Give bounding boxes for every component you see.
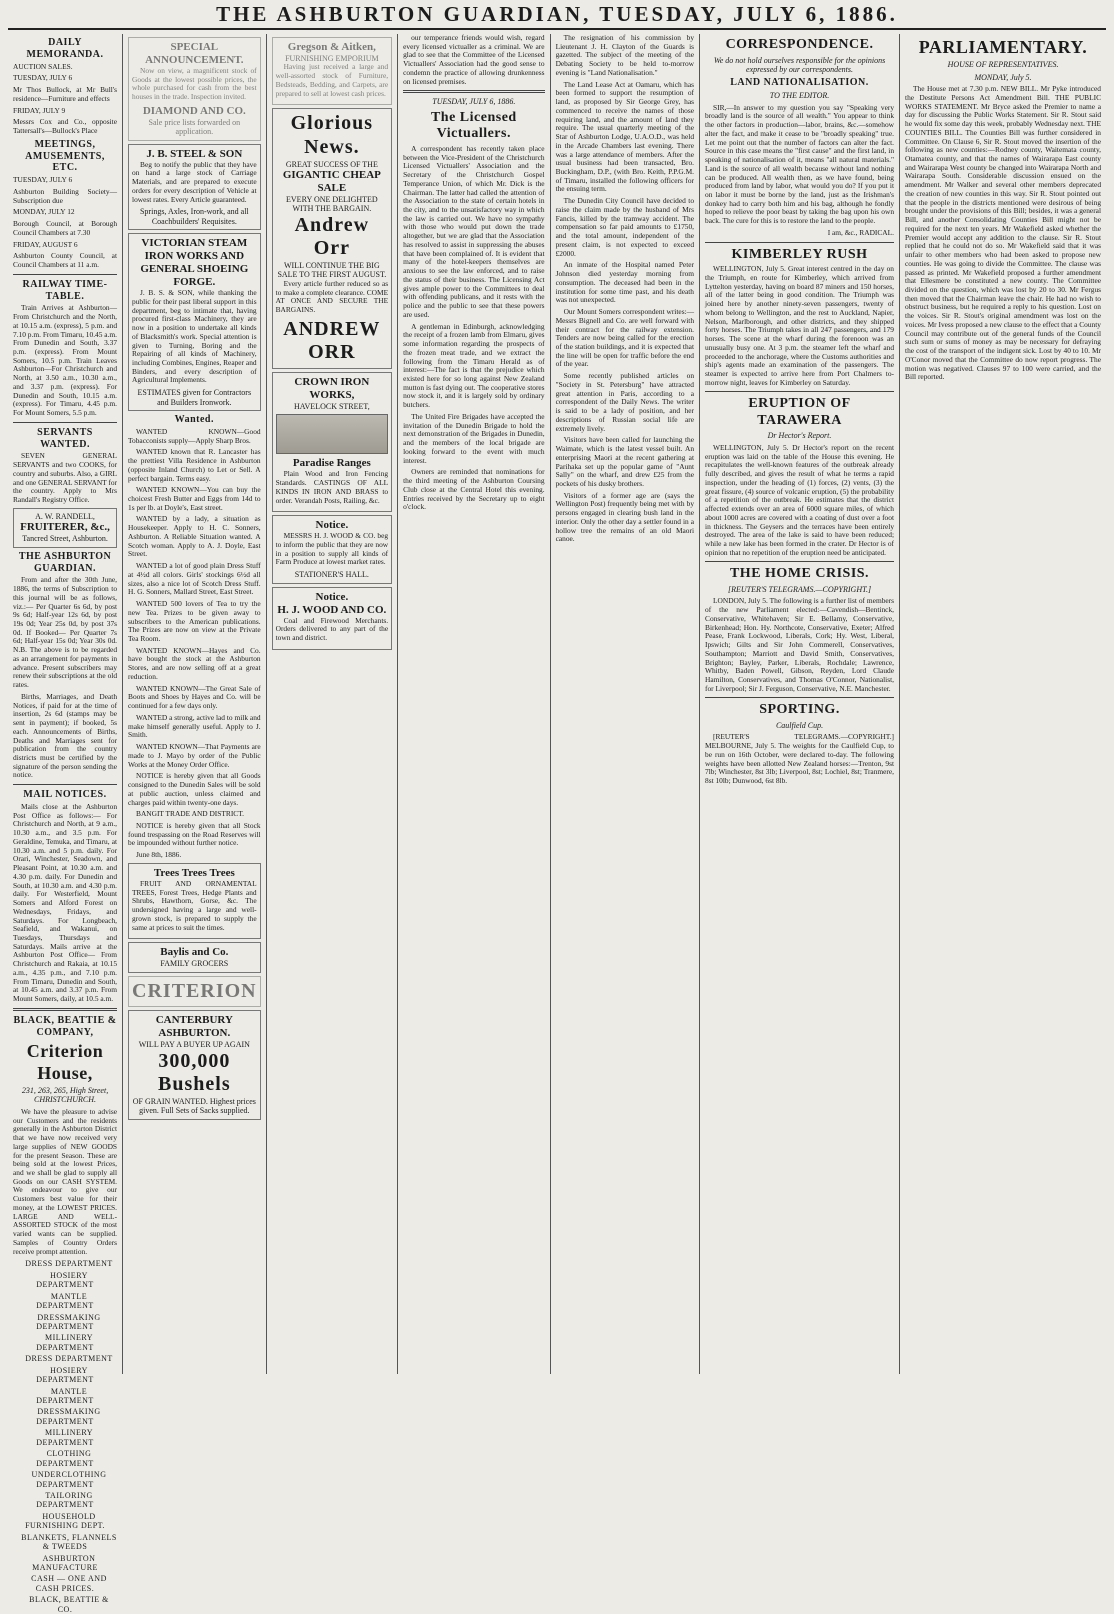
mail-text: Mails close at the Ashburton Post Office as follows:— For Christchurch and North, at 9 a.m., 10.30 a.m., and 3.5 p.m. For Geraldine, Temuka, and Timaru, at 10.30 a.m. and 5 p.m. daily. For Orari, Winchester, Seadown, and Pleasant Point, at 10.30 a.m. and 4.30 p.m. daily. For Dunedin and South, at 10.30 a.m. and 4.30 p.m. daily. For Westerfield, Mount Somers and Alford Forest on Wednesdays, Fridays, and Saturdays. For Longbeach, Seafield, and Wakanui, on Tuesdays, Thursdays and Saturdays. Mails arrive at the Ashburton Post Office— From Christchurch and Rakaia, at 10.15 a.m., 4.35 p.m., and 7.10 p.m. From Timaru, Dunedin and South, at 10.45 a.m. and 3.37 p.m. From Mount Somers, daily, at 10.5 a.m.	[13, 802, 118, 1004]
column-5	[551, 34, 700, 1374]
gregson-advert	[272, 37, 393, 105]
gregson-name: Gregson & Aitken,	[287, 41, 376, 53]
news-item-6: Some recently published articles on "Society in St. Petersburg" have attracted great attention in Paris, according to a correspondent of the Daily News. The writer is said to be a lady of position, and her descriptions of Russian social life are extremely lively.	[555, 371, 695, 433]
meetings-item: Ashburton County Council, at Council Chambers at 11 a.m.	[13, 251, 118, 269]
department-line: MANTLE DEPARTMENT	[36, 1386, 94, 1405]
wood-name: H. J. WOOD AND CO.	[277, 603, 387, 616]
notice-heading: Notice.	[315, 519, 349, 532]
column-2	[123, 34, 267, 1374]
department-line: ASHBURTON MANUFACTURE	[32, 1553, 98, 1572]
bushels-sub: OF GRAIN WANTED. Highest prices given. Full Sets of Sacks supplied.	[132, 1096, 256, 1116]
temperance-intro: our temperance friends would wish, regard every licensed victualler as a criminal. We are glad to see that the Committee of the Licensed Victuallers' Association had the good sense to condemn the practice of allowing drunkenness on licensed premises.	[403, 33, 545, 86]
parliamentary-body: The House met at 7.30 p.m. NEW BILL. Mr Pyke introduced the Destitute Persons Act Amendment Bill. THE PUBLIC WORKS STATEMENT. Mr Bryce asked the Premier to name a day for discussing the Public Works Statement. Sir R. Stout said he would fix some day this week, probably Wednesday next. THE COUNTIES BILL. The Counties Bill was further considered in Committee. On Clause 6, Sir R. Stout moved the insertion of the following as new counties:—Rodney county, Waitemata county, Otamatea county, and that the names of Wairarapa East county and Wairarapa West county be changed into Wairarapa North and Wairarapa South. Considerable discussion ensued on the amendment. Mr Walker and several other members deprecated the creation of new counties in this way. Sir R. Stout pointed out that the people in the districts mentioned were desirous of being brought under the provisions of this Bill; besides, it was a general Bill, and another Consolidating Counties Bill might not be required for the next ten years. Mr Wakefield asked whether the Premier would accept any addition to the clause. Sir R. Stout replied that he could not do so. Mr Wakefield said that it was unfair to other members who had been asked to propose new counties. He was going to divide the Committee. The clause was passed as printed. Mr Wakefield proposed a further amendment that Ellesmere be constituted a new county. The Committee divided on the question, which was lost by 20 to 30. Mr Fergus then moved that the Chairman leave the chair. He had no wish to obstruct business, but he required a reply to his question. Lost on the voices. Sir R. Stout's original amendment was lost on the voices. Mr Ivess proposed a new clause to the effect that a County Council may contribute out of the general funds of the Council such sum or sums of money as may be necessary for defraying the cost of the transport of the indigent sick. Lost by 40 to 10. Mr O'Conor moved that the Committee do now report progress. The motion was negatived. Clauses 97 to 100 were carried, and the Bill reported.	[905, 84, 1102, 382]
masthead	[8, 0, 1106, 30]
department-line: TAILORING DEPARTMENT	[36, 1490, 94, 1510]
gigantic-heading: GIGANTIC CHEAP SALE	[282, 168, 381, 194]
meetings-item: MONDAY, JULY 12	[13, 207, 75, 217]
tarawera-body: WELLINGTON, July 5. Dr Hector's report on the recent eruption was laid on the table of the House this evening. He recapitulates the well-known features of the outbreak already fully described, and gives the result of what he terms a rapid inspection, under the heading of (1) forces, (2) vents, (3) the great fissure, (4) source of volcanic eruption, (5) the probability of a repetition of the outbreak. He estimates that the district affected extends over an area of 6000 square miles, of which about 1000 acres are covered with a coating of dust over a foot in thickness. The Geysers and the terraces have been entirely destroyed. The area of the lake is said to have been reduced; while a new lake has been formed in the crater. Dr Hector is of opinion that no repetition of the eruption need be anticipated.	[705, 442, 895, 557]
meetings-item: Borough Council, at Borough Council Chambers at 7.30	[13, 219, 118, 237]
land-to-editor: TO THE EDITOR.	[769, 91, 830, 101]
department-line: UNDERCLOTHING DEPARTMENT	[31, 1470, 107, 1489]
crown-works-advert	[272, 372, 393, 512]
wanted-item: WANTED KNOWN—The Great Sale of Boots and Shoes by Hayes and Co. will be continued for a few days only.	[128, 683, 261, 711]
meetings-heading: MEETINGS, AMUSEMENTS, ETC.	[25, 138, 105, 174]
divider	[705, 697, 894, 698]
sporting-body: [REUTER'S TELEGRAMS.—COPYRIGHT.] MELBOURNE, July 5. The weights for the Caulfield Cup, to be run on 16th October, were declared to-day. The following weights have been allotted New Zealand horses:—Trenton, 9st 7lb; Winchester, 8st 3lb; Liverpool, 8st; Lochiel, 8st; Tranmere, 8st 10lb; Dunwood, 6st 8lb.	[705, 732, 895, 786]
criterion-address: 231, 263, 265, High Street, CHRISTCHURCH.	[21, 1085, 109, 1105]
wanted-item: WANTED a strong, active lad to milk and make himself generally useful. Apply to J. Smith.	[128, 712, 261, 740]
leader-body: A correspondent has recently taken place between the Vice-President of the Christchurch Licensed Victuallers' Association and the Secretary of the Christchurch Gospel Temperance Union, of which Mr. Dick is the Chairman. The latter had called the attention of the Association to the state of certain hotels in the city, and to the unsatisfactory way in which the law is carried out. We have no sympathy with those who would put down the trade altogether, but we are glad that the Association has resolved to assist in suppressing the abuses that have been complained of. It is evident that many of the hotel-keepers themselves are anxious to see the law enforced, and to raise the status of their business. The Licensing Act gives ample power to the Committees to deal with offending publicans, and it rests with the police and the public to see that these powers are used.	[403, 143, 545, 319]
victorian-advert	[128, 233, 261, 411]
baylis-advert	[128, 942, 261, 972]
department-line: MILLINERY DEPARTMENT	[36, 1428, 94, 1447]
trees-body: FRUIT AND ORNAMENTAL TREES, Forest Trees, Hedge Plants and Shrubs, Hawthorn, Gorse, &c. The undersigned having a large and well-grown stock, is prepared to supply the same at prices to suit the times.	[132, 878, 257, 932]
crown-heading: CROWN IRON WORKS,	[294, 375, 370, 401]
news-item-4: An inmate of the Hospital named Peter Johnson died yesterday morning from consumption. The deceased had been in the institution for some time past, and his death was not unexpected.	[555, 260, 695, 305]
victorian-heading: VICTORIAN STEAM IRON WORKS AND GENERAL SHOEING FORGE.	[140, 237, 249, 289]
leader-body-2: A gentleman in Edinburgh, acknowledging the receipt of a frozen lamb from Elmaru, gives some information regarding the prospects of the frozen meat trade, and we extract the following from the Timaru Herald as of interest:—The fact is that the prejudice which existed here for so long against New Zealand mutton is fast dying out. The cooperative stores now stock it, and it is largely sold by ordinary butchers.	[403, 321, 545, 410]
correspondence-sub: We do not hold ourselves responsible for the opinions expressed by our correspondents.	[713, 55, 886, 74]
steel-sub: Springs, Axles, Iron-work, and all Coachbuilders' Requisites.	[139, 207, 249, 226]
gigantic-sub: EVERY ONE DELIGHTED WITH THE BARGAIN.	[286, 194, 378, 214]
criterion-body: We have the pleasure to advise our Customers and the residents generally in the Ashburton District that we have now received very large supplies of NEW GOODS for the present Season. These are being sold at the lowest Prices, and we shall be glad to supply all Goods on our CASH SYSTEM. We endeavour to give our Customers best value for their money, at the LOWEST PRICES. LARGE AND WELL-ASSORTED STOCK of the most varied wants can be supplied. Samples of Country Orders receive prompt attention.	[13, 1106, 118, 1256]
wood-body: Coal and Firewood Merchants. Orders delivered to any part of the town and district.	[275, 615, 389, 642]
victorian-body: J. B. S. & SON, while thanking the public for their past liberal support in this department, beg to intimate that, having procured first-class Machinery, they are now in a position to undertake all kinds of Blacksmith's work. Special attention is given to Turning, Boring and the Repairing of all kinds of Machinery, including Combines, Engines, Reaper and Binders, and every description of Agricultural Implements.	[132, 288, 257, 385]
divider	[403, 90, 544, 93]
canterbury-heading: CANTERBURY ASHBURTON.	[155, 1014, 233, 1040]
railway-text: Train Arrives at Ashburton—From Christchurch and the North, at 10.15 a.m. (express), 5 p.m. and 7.10 p.m. From Timaru, 10.45 a.m. From Dunedin and South, 3.37 p.m. (express). From Mount Somers, 10.5 p.m. Train Leaves Ashburton—For Christchurch and North, at 3.50 a.m., 10.30 a.m., and 3.37 p.m. (express). For Dunedin and South, 10.15 a.m. (express). For Timaru, 4.45 p.m. For Mount Somers, 5.5 p.m.	[13, 303, 118, 418]
divider	[13, 274, 117, 275]
memoranda-item: Mr Thos Bullock, at Mr Bull's residence—Furniture and effects	[13, 85, 118, 103]
meetings-item: FRIDAY, AUGUST 6	[13, 239, 78, 249]
orr-name-2: ANDREW ORR	[283, 317, 381, 364]
meetings-list	[13, 176, 117, 270]
servants-text: SEVEN GENERAL SERVANTS and two COOKS, for country and suburbs. Also, a GIRL and one GENERAL SERVANT for the country. Apply to Mrs Randall's Registry Office.	[13, 451, 118, 505]
foundry-engraving	[276, 414, 389, 454]
orr-name: Andrew Orr	[294, 213, 370, 260]
meetings-item: TUESDAY, JULY 6	[13, 175, 73, 185]
memoranda-item: TUESDAY, JULY 6	[13, 73, 73, 83]
newspaper-title: THE ASHBURTON GUARDIAN, TUESDAY, JULY 6, 1886.	[216, 1, 898, 26]
divider	[705, 561, 894, 562]
column-6b	[900, 34, 1106, 1374]
wanted-item: WANTED 500 lovers of Tea to try the new Tea. Prizes to be given away to subscribers to the American publications. The Prizes are now on view at the Private Tea Room.	[128, 599, 261, 644]
notice-advert	[272, 515, 393, 583]
guardian-heading: THE ASHBURTON GUARDIAN.	[18, 550, 112, 574]
special-announcement-advert	[128, 37, 261, 141]
memoranda-heading: DAILY MEMORANDA.	[26, 37, 104, 60]
crisis-body: LONDON, July 5. The following is a further list of members of the new Parliament elected:—Cavendish—Bentinck, Conservative, Whitehaven; Sir E. Bellamy, Conservative, Birkenhead; Hon. Hy. Northcote, Conservative, Exeter; Alfred Pease, Frank Lockwood, Liberals, Cork; Hy. West, Liberal, Ipswich; Gilts and Sir John Commerell, Conservatives, Southampton; Marriott and David Smith, Conservatives, Brighton; Bayley, Parker, Liberals, Rochdale; Lawrence, Whitby, Baden Powell, Gibson, Reyden, Lord Claude Hamilton, Conservatives, and Thomas O'Connor, Nationalist, for Liverpool; Sir J. Ferguson, Conservative, N.E. Manchester.	[705, 596, 895, 693]
special-body: Now on view, a magnificent stock of Goods at the lowest possible prices, the whole purchased for cash from the best houses in the trade. Inspection invited.	[132, 65, 257, 102]
department-line: DRESS DEPARTMENT	[25, 1354, 113, 1364]
guardian-terms: From and after the 30th June, 1886, the terms of Subscription to this journal will be as follows, viz.:— Per Quarter 6s 6d, by post 9s 6d; Half-year 12s 6d, by post 19s 0d; Year 25s 0d, by post 37s 0d. If Booked— Per Quarter 7s 6d; Half-year 15s 0d; Year 30s 0d. N.B. The above is to be regarded as an arrangement for payments in advance. Present subscribers may renew their subscriptions at the old rates.	[13, 575, 118, 690]
wanted-item: WANTED KNOWN—You can buy the choicest Fresh Butter and Eggs from 14d to 1s per lb. at Doyle's, East street.	[128, 485, 261, 512]
servants-heading: SERVANTS WANTED.	[37, 426, 93, 450]
bushels-lead: WILL PAY A BUYER UP AGAIN	[138, 1040, 250, 1050]
wanted-item: WANTED a lot of good plain Dress Stuff at 4½d all colors. Girls' stockings 6½d all sizes, also a nice lot of Scotch Dress Stuff. H. G. Sonners, Mallard Street, East Street.	[128, 561, 261, 597]
criterion-name: CRITERION	[132, 979, 257, 1002]
glorious-heading: Glorious News.	[290, 112, 374, 158]
news-item-3: The Dunedin City Council have decided to raise the claim made by the husband of Mrs Fancis, killed by the tramway accident. The compensation so far paid amounts to £1750, and the total amount, independent of the present claim, is not expected to exceed £2000.	[555, 196, 695, 258]
land-body: SIR,—In answer to my question you say "Speaking very broadly land is the source of all wealth." You appear to think the other factors in production—labor, brains, &c.—somehow alter the fact, and make it cease to be "broadly speaking" true. Let me point out that the number of factors can alter the fact. Source in this case means the "first cause" and the first land, in speaking of nationalisation of it, means "all natural materials." Land is the source of all wealth because without land nothing can be produced. All wealth then, as we have found, being produced from land by labor, what would you do? If you put it on labor it must be borne by the land, just as the Irishman's donkey had to carry both him and his bag, although he fondly hoped to relieve the poor beast by taking the bag upon his own back. The cure for this is to restore the land to the people.	[705, 102, 895, 226]
column-6	[700, 34, 1106, 1374]
crisis-heading: THE HOME CRISIS.	[729, 566, 870, 582]
wanted-item: WANTED KNOWN—Good Tobacconists supply—Apply Sharp Bros.	[128, 426, 261, 445]
randell-advert	[13, 508, 117, 548]
correspondence-heading: CORRESPONDENCE.	[725, 37, 874, 52]
criterion-advert	[128, 976, 261, 1008]
department-line: HOUSEHOLD FURNISHING DEPT.	[25, 1511, 105, 1531]
special-heading: SPECIAL ANNOUNCEMENT.	[145, 41, 244, 66]
baylis-sub: FAMILY GROCERS	[160, 959, 229, 969]
department-line: MILLINERY DEPARTMENT	[36, 1333, 94, 1352]
randell-name: A. W. RANDELL,	[35, 511, 95, 521]
department-line: CLOTHING DEPARTMENT	[36, 1449, 94, 1468]
divider	[705, 391, 894, 392]
department-line: HOSIERY DEPARTMENT	[36, 1270, 94, 1290]
column-3	[267, 34, 399, 1374]
orr-body: WILL CONTINUE THE BIG SALE TO THE FIRST AUGUST.	[277, 260, 387, 280]
department-line: CASH — ONE AND CASH PRICES.	[31, 1574, 107, 1593]
diamond-name: DIAMOND AND CO.	[142, 104, 246, 117]
orr-body-2: Every article further reduced so as to make a complete clearance. COME AT ONCE AND SECURE THE BARGAINS.	[275, 278, 389, 315]
gregson-sub: FURNISHING EMPORIUM	[285, 53, 379, 63]
department-line: BLACK, BEATTIE & CO.	[29, 1595, 109, 1614]
notice-2-heading: Notice.	[315, 590, 349, 603]
notice-body: MESSRS H. J. WOOD & CO. beg to inform the public that they are now in a position to supply all kinds of Farm Produce at lowest market rates.	[275, 531, 389, 567]
meetings-item: Ashburton Building Society—Subscription due	[13, 186, 118, 205]
glorious-sub: GREAT SUCCESS OF THE	[285, 159, 378, 169]
memoranda-item: AUCTION SALES.	[13, 61, 73, 71]
black-beattie-name: BLACK, BEATTIE & COMPANY,	[13, 1014, 117, 1038]
guardian-ads: Births, Marriages, and Death Notices, if paid for at the time of insertion, 2s 6d (stamps may be sent in payment); if booked, 5s each. Announcements of Births, Deaths and Marriages sent for publication from the country districts must be certified by the signature of the person sending the notice.	[13, 691, 118, 780]
tarawera-heading: ERUPTION OF TARAWERA	[748, 396, 851, 428]
news-item-1: The resignation of his commission by Lieutenant J. H. Clayton of the Guards is gazetted. The subject of the meeting of the Debating Society to be held to-morrow evening is "Land Nationalisation."	[555, 33, 695, 77]
trees-heading: Trees Trees Trees	[153, 866, 235, 879]
leader-body-4: Owners are reminded that nominations for the third meeting of the Ashburton Coursing Club close at the Central Hotel this evening. Entries received by the Secretary up to eight o'clock.	[403, 467, 545, 512]
criterion-house-title: Criterion House,	[26, 1041, 104, 1083]
crown-sub: HAVELOCK STREET,	[294, 401, 370, 411]
news-item-2: The Land Lease Act at Oamaru, which has been formed to support the resumption of land, as proposed by Sir George Grey, has commenced to receive the names of those requiring land, and the amount of land they require. The usual quarterly meeting of the Star of Ashburton Lodge, U.A.O.D., was held in the Arcade Chambers last evening. There was a large attendance of members. After the usual business had been transacted, Bro. Buckingham, D.P., (with Bro. Keith, P.P.G.M. of Timaru, installed the following officers for the ensuing term.	[555, 79, 695, 194]
department-line: DRESS DEPARTMENT	[25, 1259, 113, 1269]
news-item-8: Visitors of a former age are (says the Wellington Post) frequently being met with by persons engaged in clearing bush land in the interior. Only the other day a settler found in a hollow tree the remains of an old Maori canoe.	[555, 490, 695, 544]
sporting-sub: Caulfield Cup.	[775, 721, 824, 730]
parliamentary-sub: HOUSE OF REPRESENTATIVES.	[947, 60, 1059, 70]
wanted-item: NOTICE is hereby given that all Goods consigned to the Dunedin Sales will be sold at public auction, unless claimed and charges paid within twenty-one days.	[128, 771, 261, 807]
divider	[705, 242, 894, 243]
trees-advert	[128, 863, 261, 939]
sporting-heading: SPORTING.	[759, 702, 840, 718]
crisis-sub: [REUTER'S TELEGRAMS.—COPYRIGHT.]	[727, 584, 872, 594]
columns	[8, 33, 1106, 1614]
kimberley-body: WELLINGTON, July 5. Great interest centred in the day on the Triumph, en route for Kimberley, which arrived from Lyttelton yesterday, having on board 87 miners and 150 horses, all of the latter being in good condition. The Triumph was joined here by another ninety-seven passengers, twenty of whom belong to Wellington, and the rest to Auckland, Napier, Nelson, Marlborough, and other districts, and they shipped forty horses. The Triumph takes in all 247 passengers, and 179 horses. The scene at the wharf during the forenoon was an unusually busy one. At 3 p.m. the steamer left the wharf and proceeded to the anchorage, where the Customs authorities and ship's agents made an examination of the passengers. The steamer is expected to arrive here from Port Chalmers to-morrow night, leaves for Kimberley on Saturday.	[705, 264, 895, 387]
parliamentary-date: MONDAY, July 5.	[974, 72, 1032, 82]
leader-body-3: The United Fire Brigades have accepted the invitation of the Dunedin Brigade to hold the next demonstration of the Brigades in Dunedin, and the members of the local brigade are looking forward to the event with much interest.	[403, 411, 545, 465]
news-item-7: Visitors have been called for launching the Waimate, which is the latest vessel built. An enterprising Maori at the recent gathering at Parihaka set up the popular game of "Aunt Sally" on the wharf, and drew £25 from the pockets of his dusky brothers.	[555, 435, 695, 488]
news-item-5: Our Mount Somers correspondent writes:—Messrs Bignell and Co. are well forward with their contract for the railway extension. Tenders are now being called for the erection of the station buildings, and it is expected that the line will be open for traffic before the end of the year.	[555, 307, 695, 369]
leader-date: TUESDAY, JULY 6, 1886.	[432, 97, 516, 107]
steel-body: Beg to notify the public that they have on hand a large stock of Carriage Materials, and are prepared to execute orders for every description of Vehicle at lowest rates. Every Article guaranteed.	[132, 159, 257, 204]
paradise-body: Plain Wood and Iron Fencing Standards. CASTINGS OF ALL KINDS IN IRON AND BRASS to order. Verandah Posts, Railing, &c.	[275, 469, 389, 505]
column-1	[8, 34, 123, 1614]
bushels-advert	[128, 1010, 261, 1119]
memoranda-list	[13, 63, 117, 136]
memoranda-item: FRIDAY, JULY 9	[13, 105, 66, 115]
diamond-sub: Sale price lists forwarded on application.	[148, 117, 241, 137]
divider	[13, 1008, 117, 1011]
wanted-list	[128, 428, 261, 860]
department-line: DRESSMAKING DEPARTMENT	[36, 1407, 101, 1426]
steel-heading: J. B. STEEL & SON	[146, 147, 243, 160]
randell-trade: FRUITERER, &c.,	[20, 521, 110, 534]
wanted-item: WANTED by a lady, a situation as Housekeeper. Apply to H. C. Sonners, Ashburton. A Reliable Situation wanted. A Scotch woman. Apply to A. J. Doyle, East Street.	[128, 514, 261, 559]
bushels-figure: 300,000 Bushels	[158, 1049, 231, 1096]
department-line: HOSIERY DEPARTMENT	[36, 1365, 94, 1385]
mail-heading: MAIL NOTICES.	[23, 789, 107, 801]
stationers-hall: STATIONER'S HALL.	[294, 570, 369, 580]
memoranda-item: Messrs Cox and Co., opposite Tattersall's—Bullock's Place	[13, 117, 118, 135]
wanted-heading: Wanted.	[174, 414, 214, 426]
land-heading: LAND NATIONALISATION.	[730, 77, 869, 89]
department-line: BLANKETS, FLANNELS & TWEEDS	[21, 1532, 117, 1552]
randell-address: Tancred Street, Ashburton.	[22, 534, 108, 544]
column-6a	[700, 34, 900, 1374]
kimberley-heading: KIMBERLEY RUSH	[731, 246, 868, 262]
paradise-heading: Paradise Ranges	[292, 457, 371, 470]
wanted-item: BANGIT TRADE AND DISTRICT.	[136, 809, 245, 819]
baylis-name: Baylis and Co.	[160, 946, 229, 959]
parliamentary-heading: PARLIAMENTARY.	[918, 37, 1088, 57]
departments-list	[13, 1259, 117, 1614]
column-4	[398, 34, 550, 1374]
divider	[13, 422, 117, 423]
orr-advert	[272, 108, 393, 369]
department-line: DRESSMAKING DEPARTMENT	[36, 1312, 101, 1331]
wanted-item: WANTED KNOWN—That Payments are made to J. Mayo by order of the Public Works at the Money Order Office.	[128, 742, 261, 769]
wanted-item: NOTICE is hereby given that all Stock found trespassing on the Road Reserves will be impounded without further notice.	[128, 820, 261, 848]
tarawera-sub: Dr Hector's Report.	[767, 431, 832, 441]
steel-advert	[128, 144, 261, 231]
gregson-body: Having just received a large and well-assorted stock of Furniture, Bedsteads, Bedding, and Carpets, are prepared to sell at lowest cash prices.	[275, 62, 389, 98]
leader-heading: The Licensed Victuallers.	[430, 109, 517, 142]
estimates-line: ESTIMATES given for Contractors and Builders Ironwork.	[137, 388, 252, 407]
notice-2-advert	[272, 587, 393, 650]
department-line: MANTLE DEPARTMENT	[36, 1291, 94, 1311]
wanted-item: WANTED known that R. Lancaster has the prettiest Villa Residence in Ashburton (opposite Inland Church) to Let or Sell. A perfect bargain. Terms easy.	[128, 447, 261, 483]
land-signature: I am, &c., RADICAL.	[827, 227, 895, 237]
wanted-item: WANTED KNOWN—Hayes and Co. have bought the stock at the Ashburton Stores, and are now selling off at a great reduction.	[128, 645, 261, 681]
wanted-item: June 8th, 1886.	[136, 850, 182, 860]
railway-heading: RAILWAY TIME-TABLE.	[22, 278, 108, 302]
divider	[13, 784, 117, 785]
